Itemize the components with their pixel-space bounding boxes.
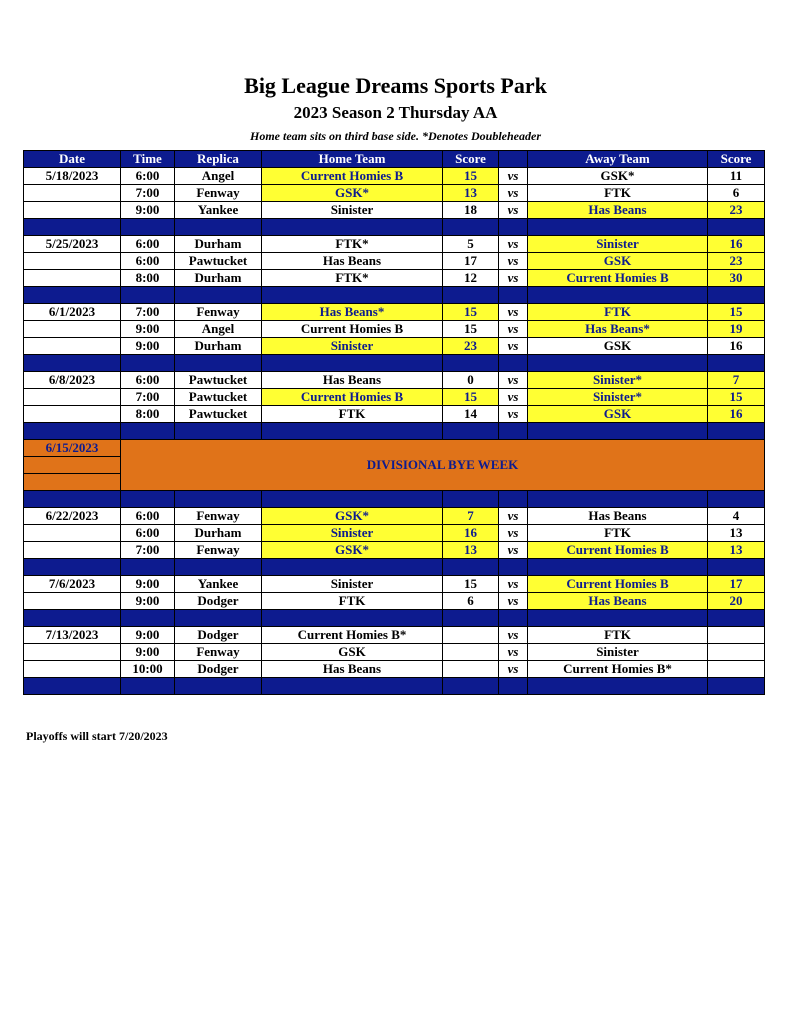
- away-score: 16: [708, 338, 765, 355]
- vs-label: vs: [499, 202, 528, 219]
- separator-cell: [121, 287, 175, 304]
- away-team: Current Homies B: [528, 542, 708, 559]
- away-team: Current Homies B: [528, 576, 708, 593]
- game-row: [24, 236, 765, 253]
- vs-label: vs: [499, 593, 528, 610]
- away-team: GSK: [528, 406, 708, 423]
- vs-label: vs: [499, 321, 528, 338]
- away-score: 23: [708, 202, 765, 219]
- separator-cell: [262, 678, 443, 695]
- header-home-score: Score: [443, 151, 499, 168]
- game-date: [24, 270, 121, 287]
- game-time: 7:00: [121, 542, 175, 559]
- game-replica: Yankee: [175, 576, 262, 593]
- game-time: 6:00: [121, 168, 175, 185]
- separator-row: [24, 423, 765, 440]
- game-replica: Pawtucket: [175, 389, 262, 406]
- separator-cell: [708, 355, 765, 372]
- game-time: 7:00: [121, 389, 175, 406]
- game-row: [24, 389, 765, 406]
- game-replica: Fenway: [175, 508, 262, 525]
- separator-cell: [499, 287, 528, 304]
- game-time: 9:00: [121, 644, 175, 661]
- away-score: [708, 627, 765, 644]
- game-replica: Fenway: [175, 542, 262, 559]
- home-score: 18: [443, 202, 499, 219]
- away-team: FTK: [528, 304, 708, 321]
- away-team: FTK: [528, 185, 708, 202]
- away-score: 16: [708, 406, 765, 423]
- vs-label: vs: [499, 270, 528, 287]
- separator-cell: [24, 355, 121, 372]
- home-score: 7: [443, 508, 499, 525]
- home-score: 0: [443, 372, 499, 389]
- game-row: [24, 168, 765, 185]
- away-team: FTK: [528, 627, 708, 644]
- game-date: 7/6/2023: [24, 576, 121, 593]
- game-time: 9:00: [121, 593, 175, 610]
- game-time: 9:00: [121, 321, 175, 338]
- game-time: 9:00: [121, 576, 175, 593]
- separator-cell: [175, 423, 262, 440]
- separator-cell: [121, 559, 175, 576]
- header-replica: Replica: [175, 151, 262, 168]
- game-time: 6:00: [121, 508, 175, 525]
- home-team: Has Beans: [262, 253, 443, 270]
- game-date: [24, 321, 121, 338]
- separator-cell: [443, 355, 499, 372]
- away-score: 13: [708, 542, 765, 559]
- game-date: [24, 593, 121, 610]
- vs-label: vs: [499, 253, 528, 270]
- page-title: Big League Dreams Sports Park: [244, 73, 547, 98]
- separator-cell: [121, 491, 175, 508]
- game-time: 9:00: [121, 202, 175, 219]
- home-score: 17: [443, 253, 499, 270]
- away-score: 16: [708, 236, 765, 253]
- separator-cell: [24, 423, 121, 440]
- game-row: [24, 304, 765, 321]
- separator-cell: [175, 678, 262, 695]
- game-replica: Fenway: [175, 304, 262, 321]
- separator-cell: [708, 423, 765, 440]
- separator-cell: [708, 610, 765, 627]
- home-score: 16: [443, 525, 499, 542]
- separator-cell: [528, 491, 708, 508]
- separator-cell: [121, 610, 175, 627]
- game-date: [24, 644, 121, 661]
- separator-cell: [528, 219, 708, 236]
- separator-cell: [528, 559, 708, 576]
- game-time: 9:00: [121, 338, 175, 355]
- home-score: [443, 661, 499, 678]
- away-team: GSK*: [528, 168, 708, 185]
- separator-cell: [175, 559, 262, 576]
- separator-cell: [24, 559, 121, 576]
- away-team: Has Beans: [528, 508, 708, 525]
- home-score: 15: [443, 168, 499, 185]
- game-replica: Durham: [175, 338, 262, 355]
- vs-label: vs: [499, 406, 528, 423]
- playoffs-note: Playoffs will start 7/20/2023: [26, 729, 168, 743]
- bye-date-empty: [24, 474, 121, 491]
- game-time: 7:00: [121, 304, 175, 321]
- game-time: 8:00: [121, 406, 175, 423]
- home-team: Current Homies B: [262, 168, 443, 185]
- game-replica: Angel: [175, 321, 262, 338]
- game-row: [24, 372, 765, 389]
- separator-cell: [24, 219, 121, 236]
- home-score: 5: [443, 236, 499, 253]
- game-time: 10:00: [121, 661, 175, 678]
- game-row: [24, 270, 765, 287]
- separator-row: [24, 491, 765, 508]
- game-replica: Pawtucket: [175, 372, 262, 389]
- game-replica: Angel: [175, 168, 262, 185]
- home-team: GSK*: [262, 542, 443, 559]
- separator-cell: [262, 559, 443, 576]
- game-date: [24, 202, 121, 219]
- separator-cell: [708, 491, 765, 508]
- home-score: [443, 627, 499, 644]
- separator-cell: [528, 423, 708, 440]
- away-score: 4: [708, 508, 765, 525]
- separator-cell: [262, 287, 443, 304]
- game-row: [24, 202, 765, 219]
- home-team: GSK*: [262, 185, 443, 202]
- separator-cell: [499, 559, 528, 576]
- game-time: 6:00: [121, 253, 175, 270]
- vs-label: vs: [499, 576, 528, 593]
- away-score: 7: [708, 372, 765, 389]
- separator-cell: [175, 610, 262, 627]
- game-date: [24, 389, 121, 406]
- game-replica: Fenway: [175, 644, 262, 661]
- vs-label: vs: [499, 168, 528, 185]
- home-team: Current Homies B: [262, 389, 443, 406]
- separator-cell: [708, 678, 765, 695]
- separator-cell: [262, 491, 443, 508]
- separator-cell: [24, 287, 121, 304]
- game-date: [24, 338, 121, 355]
- home-score: 13: [443, 185, 499, 202]
- bye-date-empty: [24, 457, 121, 474]
- separator-cell: [528, 287, 708, 304]
- game-replica: Dodger: [175, 661, 262, 678]
- separator-cell: [24, 491, 121, 508]
- game-time: 6:00: [121, 372, 175, 389]
- vs-label: vs: [499, 644, 528, 661]
- away-team: Sinister*: [528, 389, 708, 406]
- vs-label: vs: [499, 508, 528, 525]
- game-replica: Yankee: [175, 202, 262, 219]
- bye-row: [24, 440, 765, 457]
- home-score: 14: [443, 406, 499, 423]
- home-team: Sinister: [262, 576, 443, 593]
- home-score: 6: [443, 593, 499, 610]
- header-row: [24, 151, 765, 168]
- game-row: [24, 253, 765, 270]
- away-team: Has Beans: [528, 593, 708, 610]
- separator-row: [24, 219, 765, 236]
- home-score: 13: [443, 542, 499, 559]
- vs-label: vs: [499, 525, 528, 542]
- header-away-team: Away Team: [528, 151, 708, 168]
- separator-cell: [121, 423, 175, 440]
- game-row: [24, 576, 765, 593]
- game-row: [24, 542, 765, 559]
- game-row: [24, 321, 765, 338]
- away-team: Sinister*: [528, 372, 708, 389]
- bye-week-label: DIVISIONAL BYE WEEK: [121, 440, 765, 491]
- game-replica: Durham: [175, 236, 262, 253]
- header-vs: [499, 151, 528, 168]
- separator-cell: [121, 355, 175, 372]
- header-home-team: Home Team: [262, 151, 443, 168]
- separator-cell: [443, 678, 499, 695]
- home-score: 15: [443, 389, 499, 406]
- vs-label: vs: [499, 542, 528, 559]
- away-score: 15: [708, 304, 765, 321]
- home-team: Has Beans*: [262, 304, 443, 321]
- page-subtitle: 2023 Season 2 Thursday AA: [293, 103, 498, 122]
- separator-cell: [443, 491, 499, 508]
- away-team: Sinister: [528, 236, 708, 253]
- away-score: [708, 661, 765, 678]
- home-team: Current Homies B*: [262, 627, 443, 644]
- game-row: [24, 338, 765, 355]
- separator-row: [24, 678, 765, 695]
- game-replica: Fenway: [175, 185, 262, 202]
- separator-cell: [443, 219, 499, 236]
- away-score: 6: [708, 185, 765, 202]
- away-team: Current Homies B: [528, 270, 708, 287]
- game-date: [24, 542, 121, 559]
- separator-row: [24, 355, 765, 372]
- separator-row: [24, 610, 765, 627]
- separator-cell: [121, 219, 175, 236]
- separator-cell: [262, 423, 443, 440]
- header-date: Date: [24, 151, 121, 168]
- game-replica: Durham: [175, 270, 262, 287]
- game-date: 6/22/2023: [24, 508, 121, 525]
- home-team: FTK: [262, 406, 443, 423]
- game-row: [24, 185, 765, 202]
- schedule-table: [23, 150, 765, 695]
- separator-cell: [175, 491, 262, 508]
- away-score: 11: [708, 168, 765, 185]
- home-team: Sinister: [262, 338, 443, 355]
- game-row: [24, 627, 765, 644]
- separator-cell: [262, 355, 443, 372]
- game-replica: Pawtucket: [175, 253, 262, 270]
- separator-cell: [499, 219, 528, 236]
- vs-label: vs: [499, 661, 528, 678]
- separator-cell: [175, 219, 262, 236]
- away-score: 13: [708, 525, 765, 542]
- home-score: 15: [443, 321, 499, 338]
- separator-cell: [528, 610, 708, 627]
- home-team: GSK*: [262, 508, 443, 525]
- game-date: [24, 661, 121, 678]
- game-row: [24, 508, 765, 525]
- vs-label: vs: [499, 236, 528, 253]
- game-row: [24, 593, 765, 610]
- vs-label: vs: [499, 372, 528, 389]
- separator-cell: [262, 219, 443, 236]
- bye-date: 6/15/2023: [24, 440, 121, 457]
- away-score: 15: [708, 389, 765, 406]
- game-time: 7:00: [121, 185, 175, 202]
- game-date: [24, 185, 121, 202]
- separator-cell: [175, 287, 262, 304]
- game-row: [24, 644, 765, 661]
- home-team: Sinister: [262, 202, 443, 219]
- away-score: 19: [708, 321, 765, 338]
- home-team: Sinister: [262, 525, 443, 542]
- away-score: 17: [708, 576, 765, 593]
- separator-cell: [708, 219, 765, 236]
- game-date: [24, 253, 121, 270]
- separator-cell: [24, 678, 121, 695]
- vs-label: vs: [499, 627, 528, 644]
- home-team: GSK: [262, 644, 443, 661]
- game-time: 6:00: [121, 525, 175, 542]
- vs-label: vs: [499, 185, 528, 202]
- home-team: Has Beans: [262, 661, 443, 678]
- game-time: 8:00: [121, 270, 175, 287]
- away-score: 20: [708, 593, 765, 610]
- home-score: [443, 644, 499, 661]
- away-score: 23: [708, 253, 765, 270]
- game-date: 7/13/2023: [24, 627, 121, 644]
- game-row: [24, 525, 765, 542]
- separator-row: [24, 559, 765, 576]
- game-row: [24, 406, 765, 423]
- away-team: Has Beans*: [528, 321, 708, 338]
- separator-cell: [499, 678, 528, 695]
- header-away-score: Score: [708, 151, 765, 168]
- home-team: Has Beans: [262, 372, 443, 389]
- separator-cell: [499, 423, 528, 440]
- home-team: FTK*: [262, 270, 443, 287]
- game-replica: Durham: [175, 525, 262, 542]
- away-team: GSK: [528, 338, 708, 355]
- away-team: Sinister: [528, 644, 708, 661]
- separator-cell: [443, 423, 499, 440]
- vs-label: vs: [499, 338, 528, 355]
- separator-cell: [24, 610, 121, 627]
- away-score: [708, 644, 765, 661]
- game-time: 9:00: [121, 627, 175, 644]
- game-date: 6/1/2023: [24, 304, 121, 321]
- away-team: GSK: [528, 253, 708, 270]
- game-time: 6:00: [121, 236, 175, 253]
- away-team: Current Homies B*: [528, 661, 708, 678]
- schedule-note: Home team sits on third base side. *Denotes Doubleheader: [250, 129, 541, 143]
- game-date: [24, 525, 121, 542]
- away-score: 30: [708, 270, 765, 287]
- separator-cell: [499, 610, 528, 627]
- game-date: 6/8/2023: [24, 372, 121, 389]
- game-date: 5/25/2023: [24, 236, 121, 253]
- separator-cell: [443, 610, 499, 627]
- home-score: 23: [443, 338, 499, 355]
- home-score: 12: [443, 270, 499, 287]
- game-replica: Dodger: [175, 593, 262, 610]
- game-date: 5/18/2023: [24, 168, 121, 185]
- vs-label: vs: [499, 389, 528, 406]
- away-team: FTK: [528, 525, 708, 542]
- separator-cell: [499, 491, 528, 508]
- separator-cell: [708, 287, 765, 304]
- separator-cell: [121, 678, 175, 695]
- home-team: FTK*: [262, 236, 443, 253]
- home-team: FTK: [262, 593, 443, 610]
- separator-cell: [175, 355, 262, 372]
- home-score: 15: [443, 304, 499, 321]
- separator-cell: [443, 287, 499, 304]
- header-time: Time: [121, 151, 175, 168]
- separator-cell: [499, 355, 528, 372]
- separator-cell: [708, 559, 765, 576]
- game-replica: Dodger: [175, 627, 262, 644]
- separator-cell: [443, 559, 499, 576]
- separator-cell: [262, 610, 443, 627]
- game-replica: Pawtucket: [175, 406, 262, 423]
- away-team: Has Beans: [528, 202, 708, 219]
- home-score: 15: [443, 576, 499, 593]
- home-team: Current Homies B: [262, 321, 443, 338]
- separator-cell: [528, 355, 708, 372]
- vs-label: vs: [499, 304, 528, 321]
- game-row: [24, 661, 765, 678]
- separator-row: [24, 287, 765, 304]
- separator-cell: [528, 678, 708, 695]
- game-date: [24, 406, 121, 423]
